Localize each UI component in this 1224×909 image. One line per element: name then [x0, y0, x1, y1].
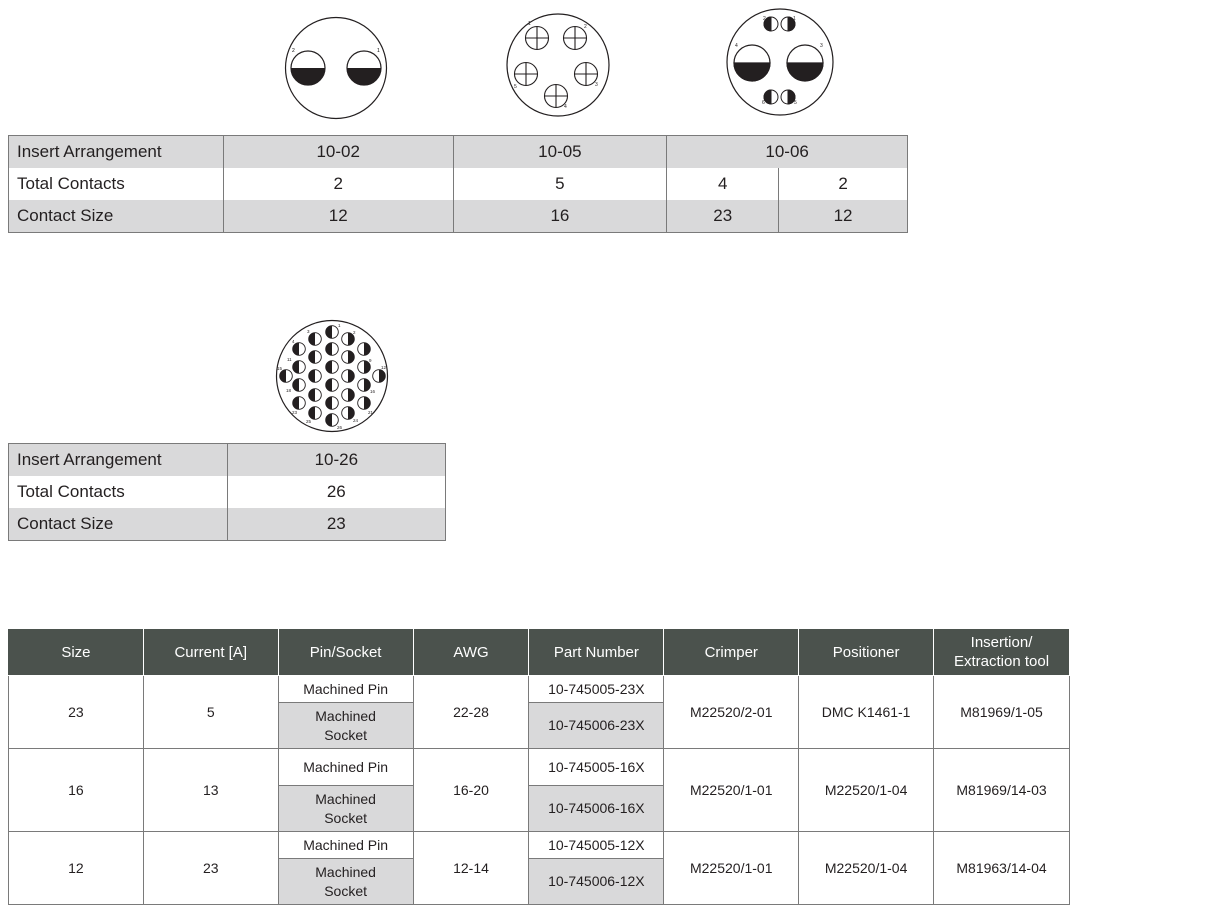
table-row: [9, 508, 446, 541]
contact-label: 24: [353, 418, 359, 423]
cell-tool: M81963/14-04: [934, 832, 1070, 905]
contact-size-23: [342, 389, 355, 402]
table-row: [9, 476, 446, 508]
contact-label: 1: [377, 48, 380, 54]
cell-size: 12: [9, 832, 144, 905]
table-cell: 4: [667, 168, 779, 200]
header-part-number: Part Number: [529, 629, 664, 676]
contact-size-23: [309, 333, 322, 346]
cell-socket-type: Machined Socket: [278, 703, 413, 749]
cell-part-number: 10-745005-12X: [529, 832, 664, 859]
row-label: Total Contacts: [9, 476, 228, 508]
header-positioner: Positioner: [799, 629, 934, 676]
insert-arrangement-table: [8, 135, 908, 233]
contact-label: 5: [794, 100, 797, 106]
contacts-tooling-table: [8, 629, 1070, 905]
cell-part-number: 10-745005-16X: [529, 749, 664, 786]
insert-arrangement-table-10-26: [8, 443, 446, 541]
contact-label: 21: [368, 410, 374, 415]
contact-size-23: [326, 361, 339, 374]
cell-awg: 16-20: [413, 749, 529, 832]
contact-size-23: [293, 343, 306, 356]
table-cell: 2: [779, 168, 908, 200]
cell-crimper: M22520/1-01: [664, 749, 799, 832]
contact-size-23: [309, 370, 322, 383]
contact-label: 18: [286, 388, 292, 393]
insert-diagram-10-26: [275, 319, 389, 433]
contact-size-12: [291, 51, 325, 85]
row-label: Contact Size: [9, 508, 228, 541]
row-label: Total Contacts: [9, 168, 224, 200]
table-cell: 10-02: [223, 136, 453, 169]
table-cell: 12: [223, 200, 453, 233]
contact-label: 2: [292, 48, 295, 54]
cell-part-number: 10-745006-16X: [529, 786, 664, 832]
cell-current: 13: [143, 749, 278, 832]
contact-label: 25: [306, 419, 312, 424]
cell-pin-type: Machined Pin: [278, 676, 413, 703]
contact-size-23: [342, 351, 355, 364]
header-current: Current [A]: [143, 629, 278, 676]
contact-size-23: [293, 379, 306, 392]
insert-diagram-10-06: [725, 7, 835, 117]
contact-label: 11: [287, 357, 292, 362]
cell-awg: 22-28: [413, 676, 529, 749]
cell-socket-type: Machined Socket: [278, 786, 413, 832]
header-pin-socket: Pin/Socket: [278, 629, 413, 676]
table-row: [9, 444, 446, 477]
table-cell: 23: [227, 508, 445, 541]
contact-label: 16: [370, 389, 376, 394]
insert-diagram-10-05: [505, 12, 611, 118]
contact-size-23: [326, 397, 339, 410]
contact-label: 15: [277, 366, 283, 371]
table-cell: 10-26: [227, 444, 445, 477]
table-row: [9, 749, 1070, 786]
cell-size: 16: [9, 749, 144, 832]
table-cell: 10-05: [453, 136, 667, 169]
contact-size-23: [309, 351, 322, 364]
cell-current: 5: [143, 676, 278, 749]
row-label: Insert Arrangement: [9, 136, 224, 169]
cell-tool: M81969/14-03: [934, 749, 1070, 832]
contact-size-23: [373, 370, 386, 383]
contact-label: 1: [338, 323, 341, 328]
table-cell: 23: [667, 200, 779, 233]
contact-size-23: [280, 370, 293, 383]
contact-size-23: [358, 343, 371, 356]
contact-size-23: [358, 379, 371, 392]
table-cell: 5: [453, 168, 667, 200]
cell-tool: M81969/1-05: [934, 676, 1070, 749]
table-row: [9, 168, 908, 200]
contact-label: 3: [595, 82, 598, 88]
contact-label: 2: [584, 24, 587, 30]
table-row: [9, 676, 1070, 703]
contact-size-23: [293, 397, 306, 410]
contact-label: 12: [381, 365, 387, 370]
cell-pin-type: Machined Pin: [278, 749, 413, 786]
contact-label: 6: [762, 100, 765, 106]
cell-part-number: 10-745006-12X: [529, 859, 664, 905]
contact-label: 2: [353, 330, 356, 335]
contact-label: 4: [735, 43, 738, 49]
contact-label: 23: [292, 410, 298, 415]
contact-size-23: [326, 326, 339, 339]
cell-socket-type: Machined Socket: [278, 859, 413, 905]
contact-size-23: [326, 379, 339, 392]
cell-positioner: DMC K1461-1: [799, 676, 934, 749]
cell-crimper: M22520/2-01: [664, 676, 799, 749]
contact-label: 5: [514, 84, 517, 90]
contact-label: 4: [292, 339, 295, 344]
contact-size-23: [358, 397, 371, 410]
table-cell: 2: [223, 168, 453, 200]
row-label: Insert Arrangement: [9, 444, 228, 477]
contact-size-12: [347, 51, 381, 85]
contact-label: 2: [763, 16, 766, 22]
cell-part-number: 10-745006-23X: [529, 703, 664, 749]
cell-part-number: 10-745005-23X: [529, 676, 664, 703]
cell-current: 23: [143, 832, 278, 905]
contact-label: 3: [307, 329, 310, 334]
contact-size-23: [309, 389, 322, 402]
header-tool: Insertion/ Extraction tool: [934, 629, 1070, 676]
contact-size-23: [309, 407, 322, 420]
contact-size-23: [342, 370, 355, 383]
table-cell: 12: [779, 200, 908, 233]
table-row: [9, 200, 908, 233]
contact-label: 3: [820, 43, 823, 49]
header-size: Size: [9, 629, 144, 676]
cell-awg: 12-14: [413, 832, 529, 905]
cell-pin-type: Machined Pin: [278, 832, 413, 859]
header-crimper: Crimper: [664, 629, 799, 676]
table-cell: 10-06: [667, 136, 908, 169]
cell-positioner: M22520/1-04: [799, 749, 934, 832]
contact-label: 1: [793, 16, 796, 22]
contact-size-23: [293, 361, 306, 374]
table-cell: 26: [227, 476, 445, 508]
table-cell: 16: [453, 200, 667, 233]
contact-size-23: [326, 343, 339, 356]
contact-label: 4: [564, 104, 567, 110]
contact-label: 26: [337, 425, 343, 430]
header-awg: AWG: [413, 629, 529, 676]
cell-positioner: M22520/1-04: [799, 832, 934, 905]
header-row: [9, 629, 1070, 676]
insert-diagram-10-02: [284, 16, 388, 120]
row-label: Contact Size: [9, 200, 224, 233]
contact-label: 1: [528, 21, 531, 27]
table-row: [9, 832, 1070, 859]
cell-size: 23: [9, 676, 144, 749]
cell-crimper: M22520/1-01: [664, 832, 799, 905]
table-row: [9, 136, 908, 169]
contact-label: 9: [369, 358, 372, 363]
